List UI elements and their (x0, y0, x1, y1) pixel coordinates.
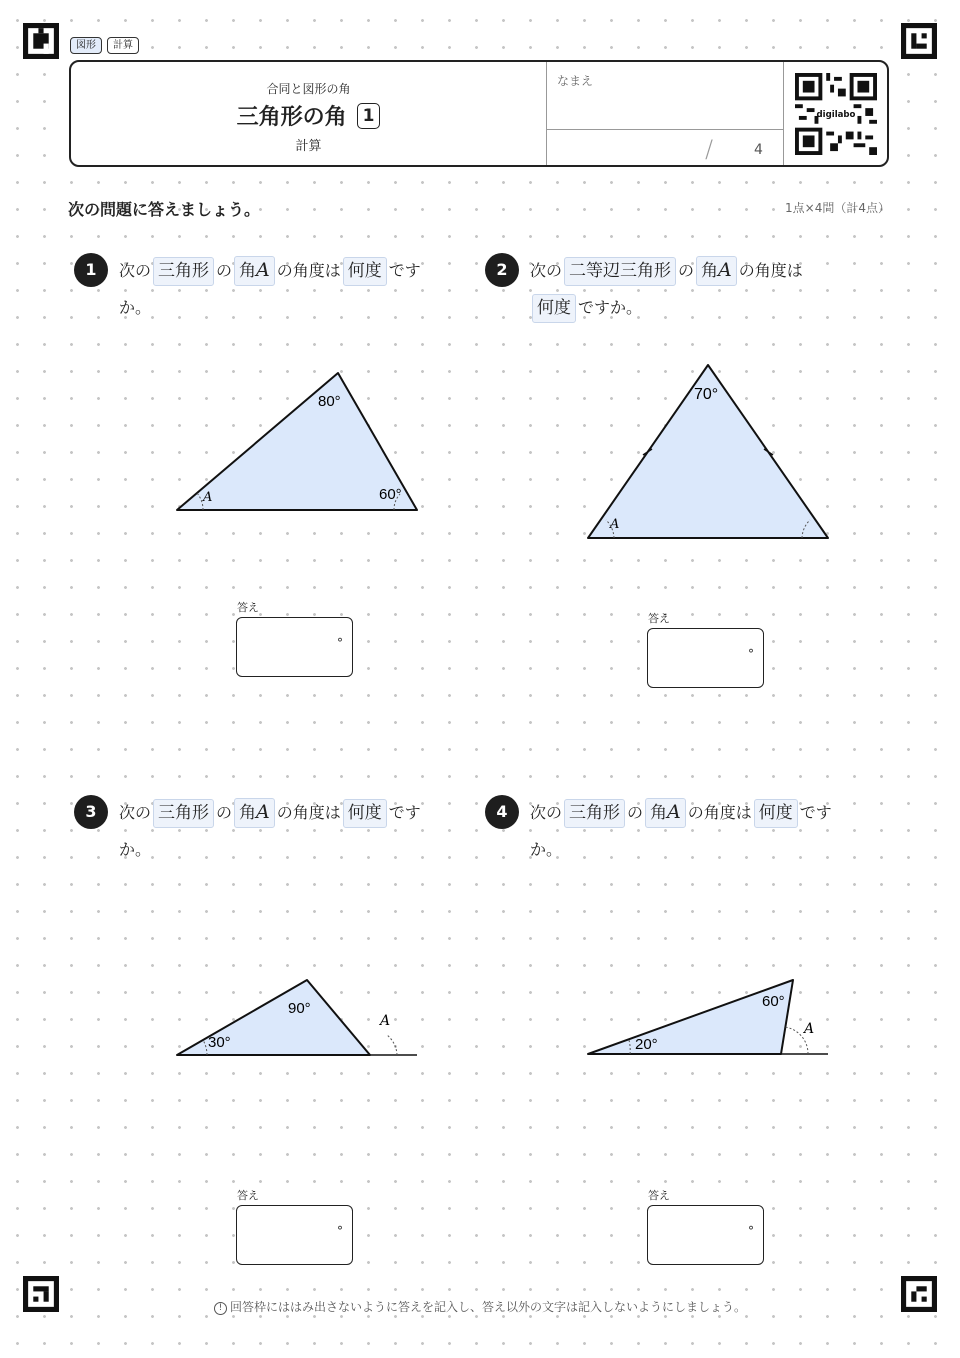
angle-label: 30° (208, 1034, 231, 1051)
title-area (71, 62, 546, 165)
answer-label: 答え (237, 601, 259, 614)
keyword-angle-a: 角A (696, 256, 737, 286)
qr-logo-text: digilabo (816, 110, 856, 121)
category-tags (70, 37, 139, 54)
triangle-exterior-angle-figure (160, 965, 440, 1075)
angle-label: 80° (318, 393, 341, 410)
keyword-triangle: 三角形 (153, 257, 214, 286)
angle-label: 20° (635, 1036, 658, 1053)
corner-marker-top-left (23, 23, 59, 59)
angle-label: 70° (694, 386, 719, 403)
question-text: 次の 三角形 の 角A の角度は 何度 です か。 (119, 794, 464, 868)
question-number: 2 (485, 253, 519, 287)
info-icon: ! (214, 1302, 227, 1315)
keyword-angle-a: 角A (645, 798, 686, 828)
keyword-triangle: 三角形 (153, 799, 214, 828)
footer-text: 回答枠にははみ出さないように答えを記入し、答え以外の文字は記入しないようにしましょう。 (229, 1300, 746, 1314)
question-number: 4 (485, 795, 519, 829)
question-number: 1 (74, 253, 108, 287)
triangle-figure (160, 360, 440, 530)
answer-box[interactable] (236, 1205, 353, 1265)
angle-label: 90° (288, 1000, 311, 1017)
unit-subtitle: 合同と図形の角 (266, 82, 351, 96)
keyword-how-many-degrees: 何度 (343, 257, 387, 286)
angle-label: 60° (379, 486, 402, 503)
qr-code-icon (795, 73, 877, 155)
answer-unit: ° (337, 636, 343, 650)
keyword-how-many-degrees: 何度 (343, 799, 387, 828)
keyword-isosceles-triangle: 二等辺三角形 (564, 257, 676, 286)
worksheet-number: 1 (357, 103, 381, 129)
keyword-angle-a: 角A (234, 256, 275, 286)
worksheet-header (69, 60, 889, 167)
angle-a-label: A (203, 490, 213, 505)
footer-note (0, 1298, 960, 1315)
keyword-angle-a: 角A (234, 798, 275, 828)
keyword-how-many-degrees: 何度 (754, 799, 798, 828)
score-slash: / (705, 135, 714, 163)
answer-label: 答え (648, 1189, 670, 1202)
answer-label: 答え (237, 1189, 259, 1202)
page-title: 三角形の角 (236, 105, 347, 130)
question-text: 次の 二等辺三角形 の 角A の角度は 何度 ですか。 (530, 252, 875, 326)
points-info: 1点×4問（計4点） (785, 201, 890, 215)
angle-a-label: A (380, 1013, 391, 1029)
score-divider (547, 129, 783, 130)
answer-unit: ° (748, 647, 754, 661)
worksheet-category: 計算 (295, 139, 322, 154)
answer-box[interactable] (236, 617, 353, 677)
answer-label: 答え (648, 612, 670, 625)
instruction: 次の問題に答えましょう。 (68, 200, 261, 219)
tag-calculation: 計算 (107, 37, 139, 54)
question-number: 3 (74, 795, 108, 829)
answer-unit: ° (337, 1224, 343, 1238)
answer-box[interactable] (647, 1205, 764, 1265)
title-row (71, 100, 546, 131)
keyword-triangle: 三角形 (564, 799, 625, 828)
name-score-area (546, 62, 784, 165)
angle-a-label: A (804, 1021, 815, 1037)
isosceles-triangle-figure (570, 350, 850, 550)
score-total: 4 (754, 142, 763, 158)
name-label: なまえ (557, 74, 594, 88)
keyword-how-many-degrees: 何度 (532, 294, 576, 323)
triangle-exterior-angle-figure (570, 965, 850, 1075)
question-text: 次の 三角形 の 角A の角度は 何度 です か。 (530, 794, 875, 868)
question-text: 次の 三角形 の 角A の角度は 何度 です か。 (119, 252, 464, 326)
tag-figure: 図形 (70, 37, 102, 54)
answer-unit: ° (748, 1224, 754, 1238)
corner-marker-top-right (901, 23, 937, 59)
angle-label: 60° (762, 993, 785, 1010)
angle-a-label: A (610, 517, 620, 532)
answer-box[interactable] (647, 628, 764, 688)
